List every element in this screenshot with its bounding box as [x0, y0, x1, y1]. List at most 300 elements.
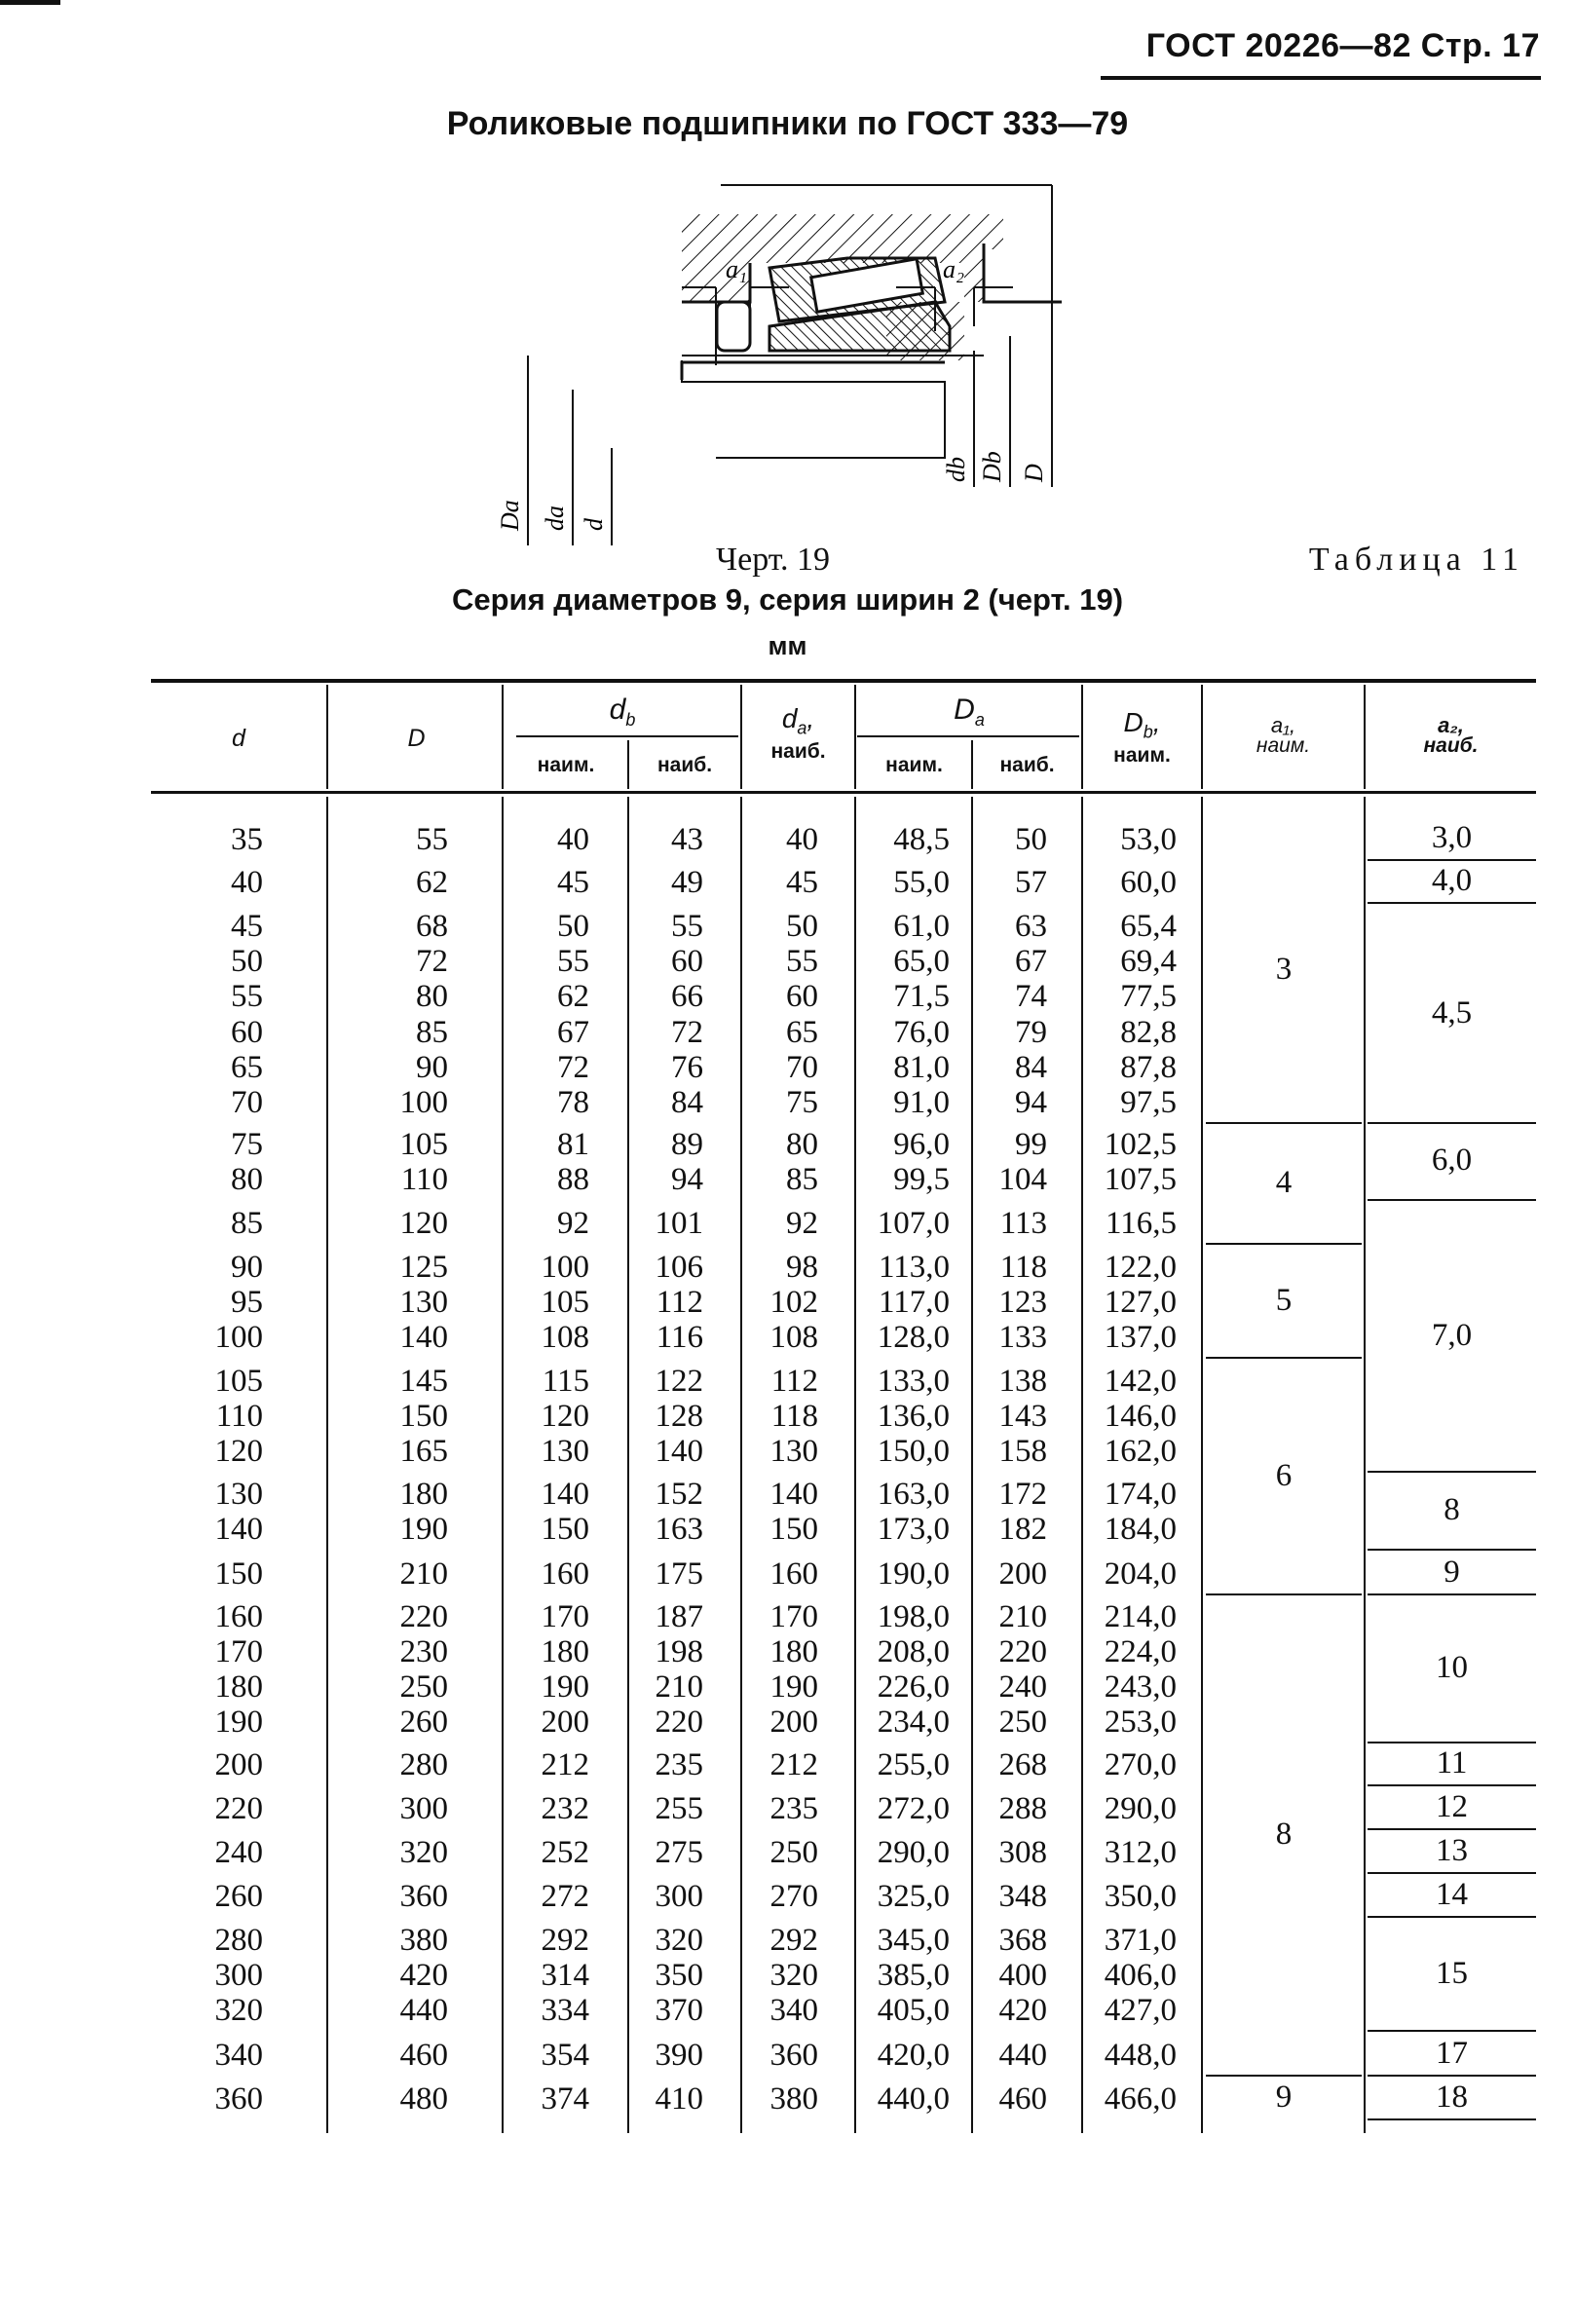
header-a2-note: наиб. — [1423, 734, 1479, 757]
cell-Da-max: 138 — [998, 1364, 1047, 1399]
cell-D: 85 — [416, 1015, 448, 1050]
cell-db-max: 235 — [655, 1747, 703, 1782]
cell-D: 300 — [399, 1791, 448, 1826]
cell-da-max: 212 — [769, 1747, 818, 1782]
cell-Da-min: 226,0 — [877, 1669, 950, 1705]
cell-db-max: 300 — [655, 1879, 703, 1914]
cell-Da-min: 208,0 — [877, 1634, 950, 1669]
cell-Da-max: 220 — [998, 1634, 1047, 1669]
cell-Da-min: 48,5 — [893, 822, 950, 857]
cell-Da-min: 96,0 — [893, 1127, 950, 1162]
cell-Db-min: 107,5 — [1104, 1162, 1177, 1197]
a2-value: 18 — [1436, 2080, 1468, 2115]
cell-Da-min: 385,0 — [877, 1958, 950, 1993]
cell-da-max: 180 — [769, 1634, 818, 1669]
cell-db-max: 187 — [655, 1599, 703, 1634]
a2-group-divider — [1368, 2118, 1536, 2120]
cell-db-min: 212 — [541, 1747, 589, 1782]
a1-group-divider — [1206, 1122, 1362, 1124]
cell-da-max: 270 — [769, 1879, 818, 1914]
cell-Db-min: 53,0 — [1120, 822, 1177, 857]
a2-group-divider — [1368, 1828, 1536, 1830]
cell-db-max: 55 — [671, 909, 703, 944]
header-D: D — [407, 725, 426, 752]
cell-db-min: 92 — [557, 1206, 589, 1241]
bearing-drawing — [496, 156, 1140, 545]
cell-Db-min: 116,5 — [1105, 1206, 1177, 1241]
cell-Da-min: 81,0 — [893, 1050, 950, 1085]
cell-d: 360 — [214, 2081, 263, 2117]
cell-da-max: 60 — [786, 979, 818, 1014]
cell-Da-max: 288 — [998, 1791, 1047, 1826]
cell-D: 140 — [399, 1320, 448, 1355]
a2-group-divider — [1368, 1471, 1536, 1473]
cell-da-max: 170 — [769, 1599, 818, 1634]
cell-Da-max: 368 — [998, 1923, 1047, 1958]
cell-Da-max: 133 — [998, 1320, 1047, 1355]
cell-Da-min: 61,0 — [893, 909, 950, 944]
header-a1-note: наим. — [1256, 734, 1311, 757]
cell-d: 260 — [214, 1879, 263, 1914]
cell-d: 65 — [231, 1050, 263, 1085]
cell-d: 200 — [214, 1747, 263, 1782]
cell-Da-min: 190,0 — [877, 1556, 950, 1592]
header-Da-max: наиб. — [999, 754, 1055, 776]
cell-db-max: 122 — [655, 1364, 703, 1399]
cell-Da-max: 348 — [998, 1879, 1047, 1914]
cell-Da-max: 200 — [998, 1556, 1047, 1592]
cell-db-min: 50 — [557, 909, 589, 944]
cell-da-max: 70 — [786, 1050, 818, 1085]
cell-Db-min: 69,4 — [1120, 944, 1177, 979]
cell-da-max: 360 — [769, 2038, 818, 2073]
cell-Db-min: 184,0 — [1104, 1512, 1177, 1547]
cell-d: 340 — [214, 2038, 263, 2073]
cell-Da-min: 234,0 — [877, 1705, 950, 1740]
cell-db-max: 152 — [655, 1477, 703, 1512]
cell-Da-min: 255,0 — [877, 1747, 950, 1782]
cell-db-min: 45 — [557, 865, 589, 900]
cell-d: 75 — [231, 1127, 263, 1162]
cell-d: 110 — [215, 1399, 263, 1434]
cell-da-max: 118 — [770, 1399, 818, 1434]
cell-db-max: 275 — [655, 1835, 703, 1870]
header-d: d — [232, 725, 245, 752]
a2-value: 9 — [1444, 1555, 1460, 1590]
cell-db-max: 66 — [671, 979, 703, 1014]
cell-da-max: 140 — [769, 1477, 818, 1512]
cell-db-min: 120 — [541, 1399, 589, 1434]
a2-group-divider — [1368, 902, 1536, 904]
cell-db-min: 105 — [541, 1285, 589, 1320]
header-db-min: наим. — [537, 754, 595, 776]
cell-db-min: 190 — [541, 1669, 589, 1705]
cell-da-max: 98 — [786, 1250, 818, 1285]
cell-db-min: 140 — [541, 1477, 589, 1512]
cell-Db-min: 290,0 — [1104, 1791, 1177, 1826]
cell-D: 145 — [399, 1364, 448, 1399]
cell-D: 480 — [399, 2081, 448, 2117]
cell-db-min: 252 — [541, 1835, 589, 1870]
cell-db-max: 220 — [655, 1705, 703, 1740]
cell-D: 260 — [399, 1705, 448, 1740]
db-group-rule — [516, 735, 738, 737]
cell-Da-max: 250 — [998, 1705, 1047, 1740]
cell-d: 160 — [214, 1599, 263, 1634]
cell-d: 85 — [231, 1206, 263, 1241]
a2-value: 6,0 — [1431, 1143, 1473, 1178]
cell-Da-max: 94 — [1015, 1085, 1047, 1120]
cell-Db-min: 243,0 — [1104, 1669, 1177, 1705]
cell-da-max: 65 — [786, 1015, 818, 1050]
cell-da-max: 55 — [786, 944, 818, 979]
cell-da-max: 40 — [786, 822, 818, 857]
cell-db-min: 40 — [557, 822, 589, 857]
corner-mark — [0, 0, 60, 5]
cell-db-min: 314 — [541, 1958, 589, 1993]
cell-db-max: 49 — [671, 865, 703, 900]
cell-Da-min: 163,0 — [877, 1477, 950, 1512]
a2-value: 13 — [1436, 1833, 1468, 1868]
cell-Db-min: 82,8 — [1120, 1015, 1177, 1050]
cell-D: 105 — [399, 1127, 448, 1162]
cell-Da-min: 107,0 — [877, 1206, 950, 1241]
cell-Da-min: 173,0 — [877, 1512, 950, 1547]
cell-d: 320 — [214, 1993, 263, 2028]
cell-Db-min: 97,5 — [1120, 1085, 1177, 1120]
cell-Da-max: 308 — [998, 1835, 1047, 1870]
cell-Da-min: 136,0 — [877, 1399, 950, 1434]
cell-D: 80 — [416, 979, 448, 1014]
cell-Db-min: 224,0 — [1104, 1634, 1177, 1669]
cell-d: 70 — [231, 1085, 263, 1120]
cell-d: 300 — [214, 1958, 263, 1993]
cell-Db-min: 214,0 — [1104, 1599, 1177, 1634]
cell-d: 45 — [231, 909, 263, 944]
cell-Da-min: 198,0 — [877, 1599, 950, 1634]
table-header-rule — [151, 791, 1536, 794]
cell-Da-max: 240 — [998, 1669, 1047, 1705]
cell-D: 90 — [416, 1050, 448, 1085]
a2-group-divider — [1368, 2075, 1536, 2077]
cell-D: 62 — [416, 865, 448, 900]
label-da: da — [541, 506, 569, 531]
a1-group-divider — [1206, 1593, 1362, 1595]
cell-da-max: 320 — [769, 1958, 818, 1993]
cell-Db-min: 448,0 — [1104, 2038, 1177, 2073]
cell-d: 100 — [214, 1320, 263, 1355]
a2-group-divider — [1368, 1742, 1536, 1743]
cell-db-min: 232 — [541, 1791, 589, 1826]
cell-Da-max: 74 — [1015, 979, 1047, 1014]
cell-db-max: 350 — [655, 1958, 703, 1993]
cell-Db-min: 65,4 — [1120, 909, 1177, 944]
header-a2: a₂, — [1438, 713, 1464, 737]
cell-D: 100 — [399, 1085, 448, 1120]
cell-Da-max: 99 — [1015, 1127, 1047, 1162]
header-rule — [1101, 76, 1541, 80]
cell-da-max: 200 — [769, 1705, 818, 1740]
a2-group-divider — [1368, 1122, 1536, 1124]
cell-db-max: 390 — [655, 2038, 703, 2073]
cell-da-max: 292 — [769, 1923, 818, 1958]
cell-D: 280 — [399, 1747, 448, 1782]
header-Da-min: наим. — [885, 754, 943, 776]
cell-da-max: 190 — [769, 1669, 818, 1705]
cell-db-max: 89 — [671, 1127, 703, 1162]
cell-da-max: 112 — [770, 1364, 818, 1399]
cell-Db-min: 371,0 — [1104, 1923, 1177, 1958]
cell-d: 35 — [231, 822, 263, 857]
cell-db-min: 72 — [557, 1050, 589, 1085]
cell-Da-max: 84 — [1015, 1050, 1047, 1085]
cell-Db-min: 142,0 — [1104, 1364, 1177, 1399]
cell-D: 120 — [399, 1206, 448, 1241]
cell-Da-max: 440 — [998, 2038, 1047, 2073]
cell-Da-min: 405,0 — [877, 1993, 950, 2028]
cell-Da-max: 268 — [998, 1747, 1047, 1782]
cell-Db-min: 162,0 — [1104, 1434, 1177, 1469]
cell-d: 105 — [214, 1364, 263, 1399]
cell-d: 60 — [231, 1015, 263, 1050]
cell-d: 40 — [231, 865, 263, 900]
cell-D: 55 — [416, 822, 448, 857]
cell-db-max: 112 — [656, 1285, 703, 1320]
standard-header: ГОСТ 20226—82 Стр. 17 — [1145, 27, 1540, 64]
cell-db-max: 198 — [655, 1634, 703, 1669]
cell-Da-min: 76,0 — [893, 1015, 950, 1050]
cell-D: 440 — [399, 1993, 448, 2028]
cell-Db-min: 406,0 — [1104, 1958, 1177, 1993]
cell-db-min: 180 — [541, 1634, 589, 1669]
cell-da-max: 235 — [769, 1791, 818, 1826]
cell-Da-max: 143 — [998, 1399, 1047, 1434]
cell-da-max: 108 — [769, 1320, 818, 1355]
cell-Db-min: 60,0 — [1120, 865, 1177, 900]
cell-d: 240 — [214, 1835, 263, 1870]
cell-Db-min: 122,0 — [1104, 1250, 1177, 1285]
cell-d: 280 — [214, 1923, 263, 1958]
cell-da-max: 50 — [786, 909, 818, 944]
cell-db-max: 320 — [655, 1923, 703, 1958]
figure-caption: Черт. 19 — [716, 542, 831, 578]
a2-value: 3,0 — [1431, 820, 1473, 855]
cell-db-max: 210 — [655, 1669, 703, 1705]
cell-D: 420 — [399, 1958, 448, 1993]
cell-Da-min: 345,0 — [877, 1923, 950, 1958]
table-subtitle: Серия диаметров 9, серия ширин 2 (черт. 19) — [451, 582, 1124, 617]
cell-D: 68 — [416, 909, 448, 944]
header-db-max: наиб. — [656, 754, 713, 776]
cell-d: 180 — [214, 1669, 263, 1705]
cell-db-min: 62 — [557, 979, 589, 1014]
cell-D: 460 — [399, 2038, 448, 2073]
a2-group-divider — [1368, 1549, 1536, 1551]
cell-db-max: 43 — [671, 822, 703, 857]
cell-db-min: 81 — [557, 1127, 589, 1162]
cell-Da-max: 67 — [1015, 944, 1047, 979]
cell-Da-max: 210 — [998, 1599, 1047, 1634]
cell-d: 170 — [214, 1634, 263, 1669]
cell-db-max: 175 — [655, 1556, 703, 1592]
cell-d: 130 — [214, 1477, 263, 1512]
label-D: D — [1020, 464, 1048, 482]
cell-D: 250 — [399, 1669, 448, 1705]
cell-d: 140 — [214, 1512, 263, 1547]
cell-db-min: 200 — [541, 1705, 589, 1740]
cell-D: 150 — [399, 1399, 448, 1434]
label-Da: Da — [496, 500, 524, 531]
cell-D: 110 — [400, 1162, 448, 1197]
header-Da: $D_a$ — [954, 693, 985, 730]
a1-value: 3 — [1275, 952, 1293, 987]
a2-value: 12 — [1436, 1789, 1468, 1824]
cell-Da-min: 113,0 — [878, 1250, 950, 1285]
cell-db-max: 94 — [671, 1162, 703, 1197]
cell-db-min: 67 — [557, 1015, 589, 1050]
a2-group-divider — [1368, 1199, 1536, 1201]
cell-Da-min: 117,0 — [878, 1285, 950, 1320]
cell-db-max: 163 — [655, 1512, 703, 1547]
cell-db-max: 140 — [655, 1434, 703, 1469]
cell-Da-min: 272,0 — [877, 1791, 950, 1826]
cell-da-max: 130 — [769, 1434, 818, 1469]
cell-Da-max: 104 — [998, 1162, 1047, 1197]
cell-Da-max: 460 — [998, 2081, 1047, 2117]
cell-Da-min: 128,0 — [877, 1320, 950, 1355]
cell-db-max: 101 — [655, 1206, 703, 1241]
cell-D: 130 — [399, 1285, 448, 1320]
a2-value: 17 — [1436, 2036, 1468, 2071]
header-a1: a₁, — [1270, 713, 1296, 737]
cell-d: 220 — [214, 1791, 263, 1826]
cell-db-min: 130 — [541, 1434, 589, 1469]
cell-db-max: 410 — [655, 2081, 703, 2117]
cell-d: 95 — [231, 1285, 263, 1320]
cell-db-max: 84 — [671, 1085, 703, 1120]
cell-db-min: 78 — [557, 1085, 589, 1120]
a2-group-divider — [1368, 1916, 1536, 1918]
cell-db-max: 116 — [656, 1320, 703, 1355]
a1-group-divider — [1206, 1357, 1362, 1359]
a2-value: 4,5 — [1431, 994, 1473, 1031]
cell-da-max: 102 — [769, 1285, 818, 1320]
a2-value: 11 — [1436, 1745, 1468, 1780]
cell-Db-min: 427,0 — [1104, 1993, 1177, 2028]
cell-D: 190 — [399, 1512, 448, 1547]
cell-Da-max: 113 — [999, 1206, 1047, 1241]
cell-da-max: 85 — [786, 1162, 818, 1197]
cell-db-max: 255 — [655, 1791, 703, 1826]
cell-Da-max: 420 — [998, 1993, 1047, 2028]
cell-Da-min: 55,0 — [893, 865, 950, 900]
cell-db-max: 370 — [655, 1993, 703, 2028]
a1-group-divider — [1206, 2075, 1362, 2077]
cell-D: 180 — [399, 1477, 448, 1512]
cell-Da-max: 172 — [998, 1477, 1047, 1512]
a2-group-divider — [1368, 2030, 1536, 2032]
cell-Da-max: 63 — [1015, 909, 1047, 944]
cell-Db-min: 312,0 — [1104, 1835, 1177, 1870]
cell-Da-max: 57 — [1015, 865, 1047, 900]
a2-group-divider — [1368, 1593, 1536, 1595]
cell-da-max: 150 — [769, 1512, 818, 1547]
cell-db-min: 108 — [541, 1320, 589, 1355]
cell-da-max: 250 — [769, 1835, 818, 1870]
a1-value: 6 — [1275, 1458, 1293, 1493]
cell-D: 230 — [399, 1634, 448, 1669]
cell-da-max: 92 — [786, 1206, 818, 1241]
cell-da-max: 340 — [769, 1993, 818, 2028]
cell-d: 55 — [231, 979, 263, 1014]
cell-da-max: 80 — [786, 1127, 818, 1162]
label-a2: a₂ — [943, 255, 965, 283]
cell-Da-max: 118 — [999, 1250, 1047, 1285]
a2-value: 8 — [1444, 1492, 1460, 1527]
label-Db: Db — [978, 451, 1006, 482]
a1-group-divider — [1206, 1243, 1362, 1245]
cell-Da-max: 123 — [998, 1285, 1047, 1320]
cell-Db-min: 270,0 — [1104, 1747, 1177, 1782]
cell-Da-max: 400 — [998, 1958, 1047, 1993]
a2-value: 10 — [1436, 1650, 1468, 1685]
cell-db-min: 374 — [541, 2081, 589, 2117]
cell-Db-min: 204,0 — [1104, 1556, 1177, 1592]
cell-Db-min: 127,0 — [1104, 1285, 1177, 1320]
cell-D: 320 — [399, 1835, 448, 1870]
cell-da-max: 75 — [786, 1085, 818, 1120]
cell-Db-min: 466,0 — [1104, 2081, 1177, 2117]
cell-db-min: 55 — [557, 944, 589, 979]
cell-db-min: 160 — [541, 1556, 589, 1592]
cell-Da-min: 440,0 — [877, 2081, 950, 2117]
cell-db-min: 100 — [541, 1250, 589, 1285]
cell-Da-min: 71,5 — [893, 979, 950, 1014]
cell-db-max: 60 — [671, 944, 703, 979]
cell-D: 165 — [399, 1434, 448, 1469]
cell-d: 150 — [214, 1556, 263, 1592]
cell-d: 80 — [231, 1162, 263, 1197]
cell-Db-min: 102,5 — [1104, 1127, 1177, 1162]
cell-Da-min: 65,0 — [893, 944, 950, 979]
cell-Da-min: 133,0 — [877, 1364, 950, 1399]
header-Db-note: наим. — [1113, 744, 1171, 767]
header-da-note: наиб. — [770, 740, 826, 763]
cell-db-max: 72 — [671, 1015, 703, 1050]
cell-D: 360 — [399, 1879, 448, 1914]
cell-D: 210 — [399, 1556, 448, 1592]
cell-da-max: 380 — [769, 2081, 818, 2117]
cell-db-min: 115 — [542, 1364, 589, 1399]
cell-d: 90 — [231, 1250, 263, 1285]
cell-Da-max: 50 — [1015, 822, 1047, 857]
a2-group-divider — [1368, 859, 1536, 861]
header-da: $d_a$, — [781, 703, 815, 738]
cell-D: 125 — [399, 1250, 448, 1285]
a2-value: 7,0 — [1431, 1318, 1473, 1353]
Da-group-rule — [857, 735, 1079, 737]
a2-value: 14 — [1436, 1877, 1468, 1912]
cell-Da-min: 91,0 — [893, 1085, 950, 1120]
a1-value: 8 — [1275, 1817, 1293, 1852]
a2-value: 4,0 — [1431, 863, 1473, 898]
cell-Db-min: 253,0 — [1104, 1705, 1177, 1740]
header-db: $d_b$ — [609, 693, 636, 730]
cell-db-min: 170 — [541, 1599, 589, 1634]
cell-Da-min: 290,0 — [877, 1835, 950, 1870]
header-Db: $D_b$, — [1123, 707, 1161, 742]
a1-value: 9 — [1275, 2080, 1293, 2115]
